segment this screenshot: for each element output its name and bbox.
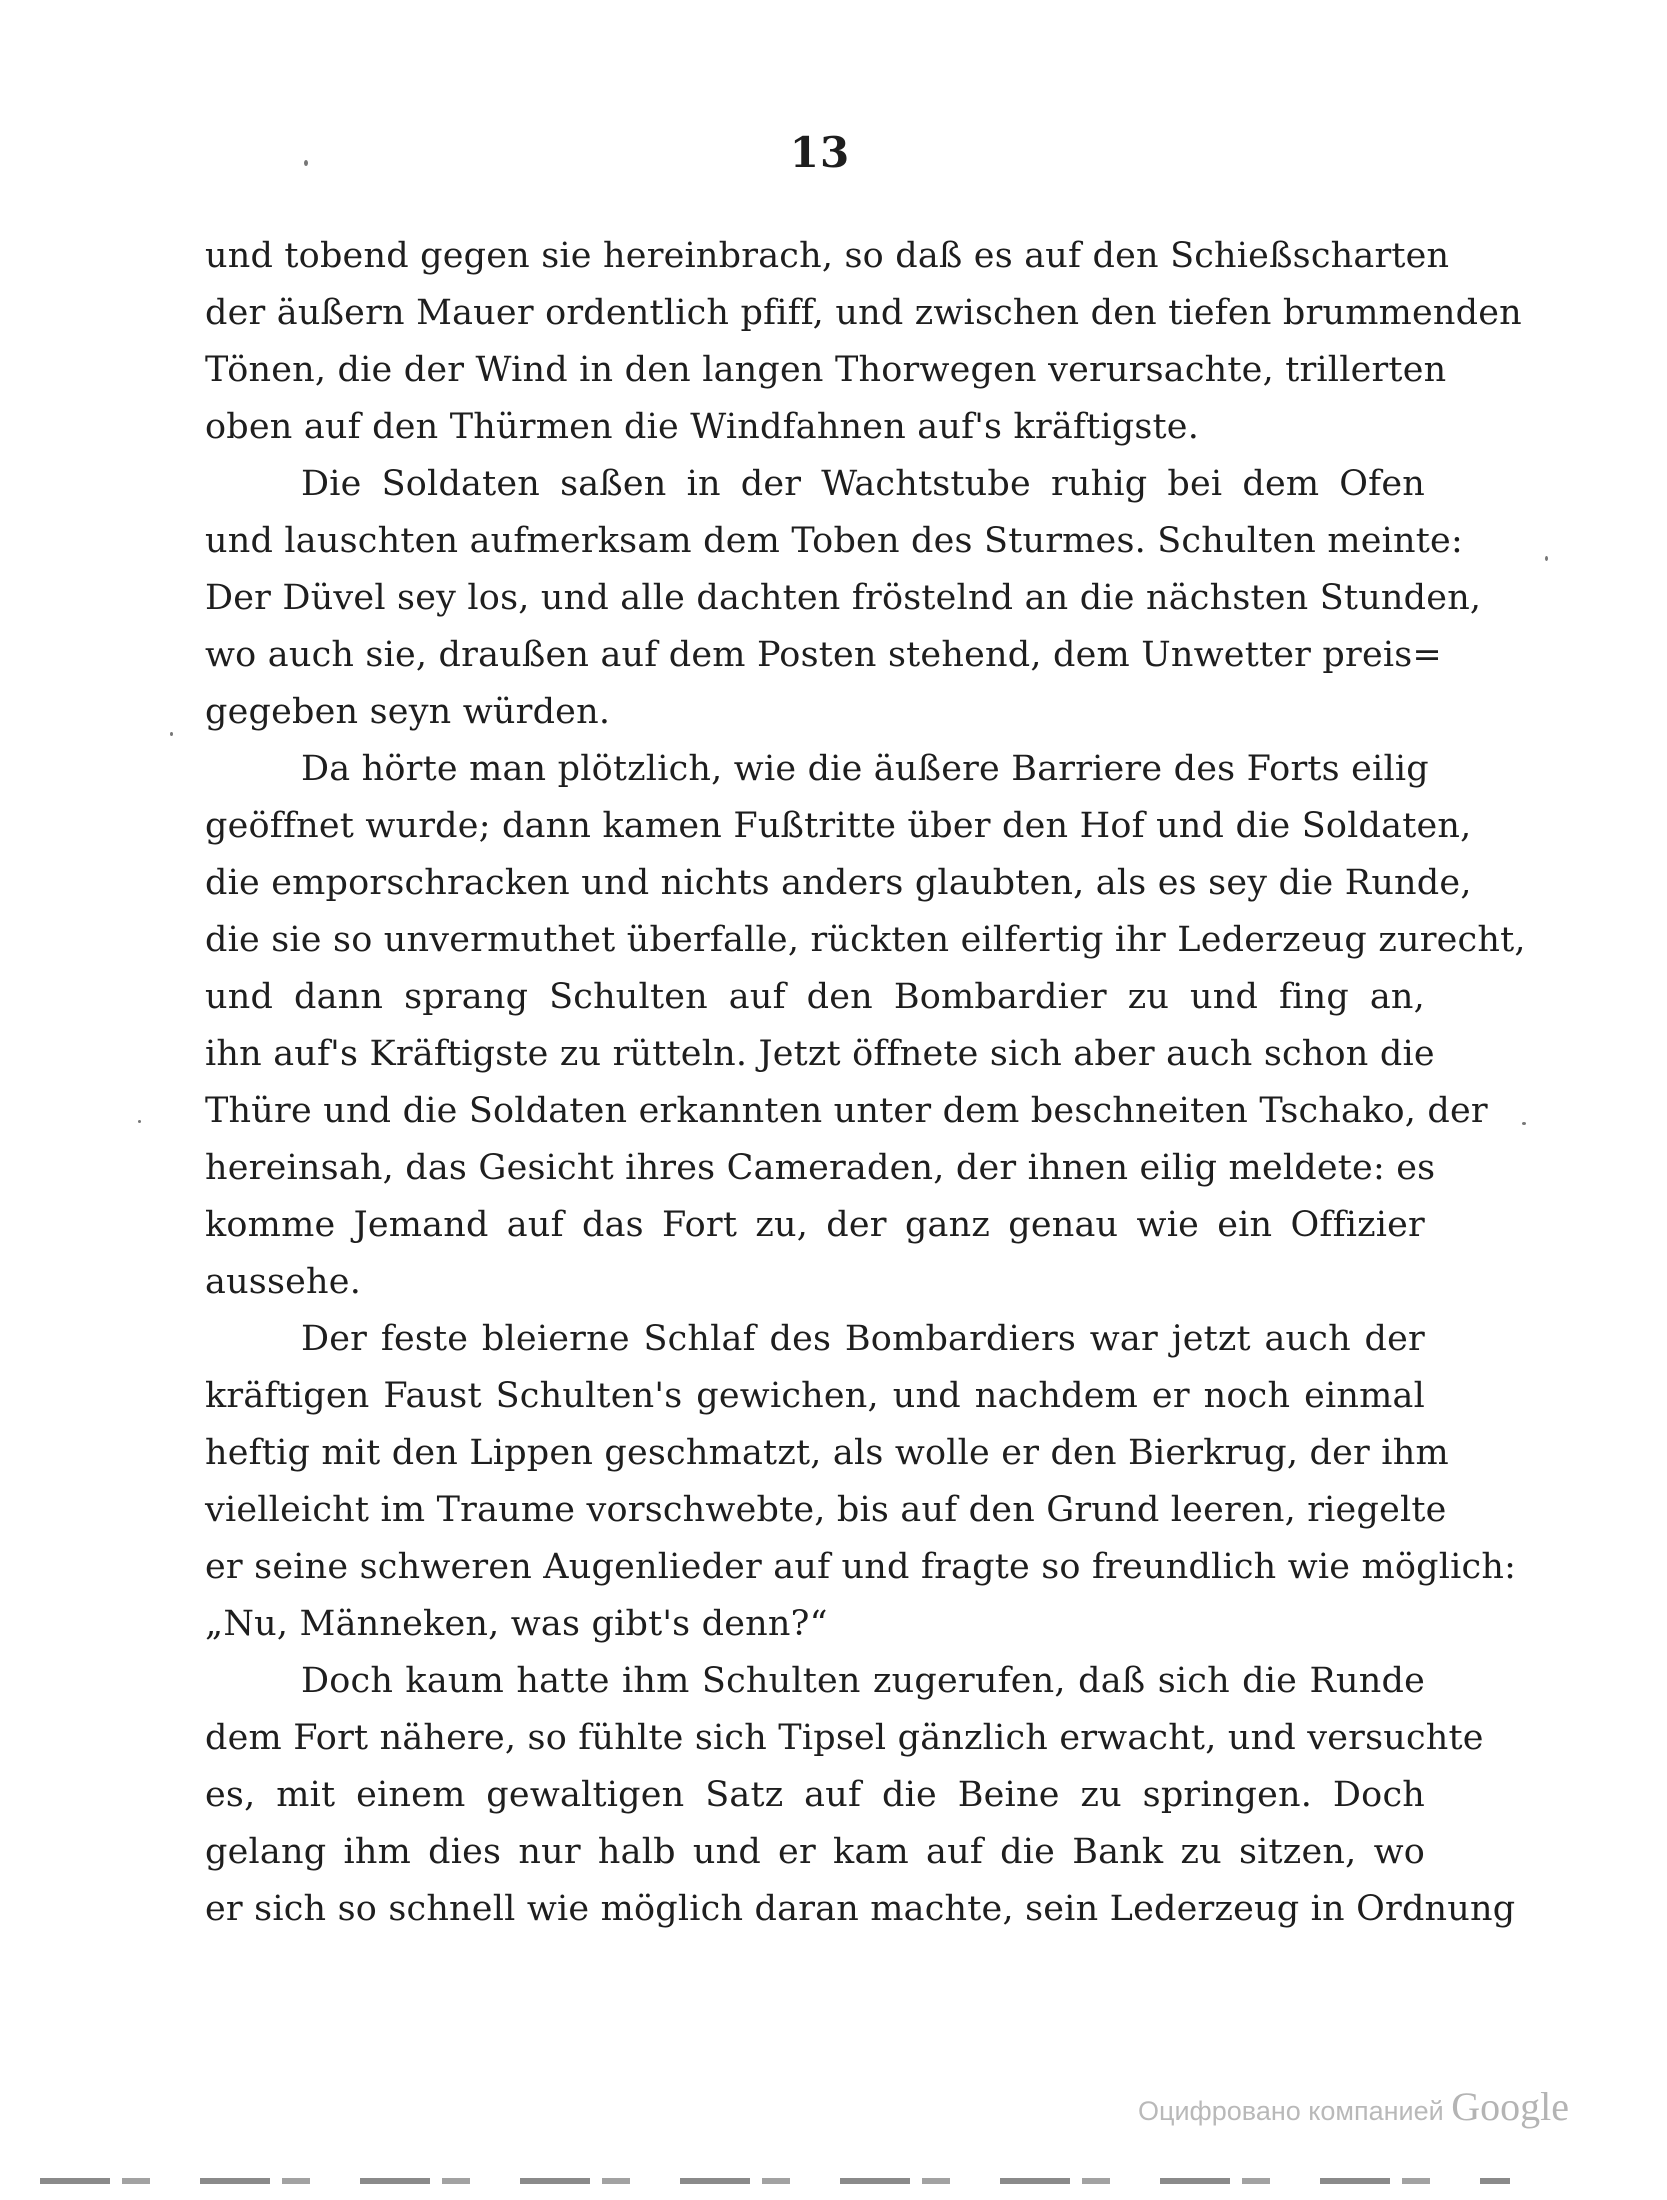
scan-speck — [170, 732, 173, 736]
text-line: „Nu, Männeken, was gibt's denn?“ — [205, 1604, 828, 1644]
text-line: er sich so schnell wie möglich daran machte, sein Lederzeug in Ordnung — [205, 1889, 1516, 1929]
scan-speck — [1522, 1122, 1526, 1125]
text-line: Der feste bleierne Schlaf des Bombardiers war jetzt auch der — [301, 1319, 1425, 1359]
scan-speck — [1545, 556, 1548, 561]
text-line: und dann sprang Schulten auf den Bombardier zu und fing an, — [205, 977, 1425, 1017]
watermark-brand: Google — [1451, 2084, 1569, 2129]
watermark-text: Оцифровано компанией — [1138, 2096, 1444, 2126]
text-line: Da hörte man plötzlich, wie die äußere Barriere des Forts eilig — [301, 749, 1429, 789]
text-line: komme Jemand auf das Fort zu, der ganz genau wie ein Offizier — [205, 1205, 1425, 1245]
text-line: dem Fort nähere, so fühlte sich Tipsel gänzlich erwacht, und versuchte — [205, 1718, 1484, 1758]
text-line: oben auf den Thürmen die Windfahnen auf's kräftigste. — [205, 407, 1200, 447]
text-line: und lauschten aufmerksam dem Toben des Sturmes. Schulten meinte: — [205, 521, 1463, 561]
page-number: 13 — [789, 128, 851, 177]
text-line: es, mit einem gewaltigen Satz auf die Beine zu springen. Doch — [205, 1775, 1425, 1815]
text-line: vielleicht im Traume vorschwebte, bis auf den Grund leeren, riegelte — [205, 1490, 1447, 1530]
text-line: der äußern Mauer ordentlich pfiff, und zwischen den tiefen brummenden — [205, 293, 1522, 333]
text-line: er seine schweren Augenlieder auf und fragte so freundlich wie möglich: — [205, 1547, 1517, 1587]
text-line: Die Soldaten saßen in der Wachtstube ruhig bei dem Ofen — [301, 464, 1425, 504]
text-line: die sie so unvermuthet überfalle, rückten eilfertig ihr Lederzeug zurecht, — [205, 920, 1526, 960]
text-line: Tönen, die der Wind in den langen Thorwegen verursachte, trillerten — [205, 350, 1447, 390]
scan-speck — [138, 1120, 141, 1123]
scan-bottom-edge — [40, 2178, 1510, 2184]
text-line: gelang ihm dies nur halb und er kam auf die Bank zu sitzen, wo — [205, 1832, 1425, 1872]
text-line: gegeben seyn würden. — [205, 692, 611, 732]
text-line: Der Düvel sey los, und alle dachten fröstelnd an die nächsten Stunden, — [205, 578, 1482, 618]
digitization-watermark — [1138, 2083, 1569, 2130]
text-line: aussehe. — [205, 1262, 362, 1302]
text-line: hereinsah, das Gesicht ihres Cameraden, der ihnen eilig meldete: es — [205, 1148, 1436, 1188]
paragraph — [205, 228, 1522, 456]
text-line: kräftigen Faust Schulten's gewichen, und nachdem er noch einmal — [205, 1376, 1425, 1416]
paragraph — [205, 1653, 1516, 1938]
text-line: wo auch sie, draußen auf dem Posten stehend, dem Unwetter preis= — [205, 635, 1442, 675]
text-line: geöffnet wurde; dann kamen Fußtritte über den Hof und die Soldaten, — [205, 806, 1472, 846]
text-line: Doch kaum hatte ihm Schulten zugerufen, daß sich die Runde — [301, 1661, 1425, 1701]
body-text — [205, 228, 1526, 1938]
text-line: heftig mit den Lippen geschmatzt, als wolle er den Bierkrug, der ihm — [205, 1433, 1449, 1473]
paragraph — [205, 456, 1482, 741]
paragraph — [205, 1311, 1517, 1653]
scan-speck — [304, 160, 308, 166]
text-line: Thüre und die Soldaten erkannten unter dem beschneiten Tschako, der — [205, 1091, 1488, 1131]
text-line: die emporschracken und nichts anders glaubten, als es sey die Runde, — [205, 863, 1472, 903]
text-line: ihn auf's Kräftigste zu rütteln. Jetzt öffnete sich aber auch schon die — [205, 1034, 1435, 1074]
text-line: und tobend gegen sie hereinbrach, so daß es auf den Schießscharten — [205, 236, 1450, 276]
paragraph — [205, 741, 1526, 1311]
